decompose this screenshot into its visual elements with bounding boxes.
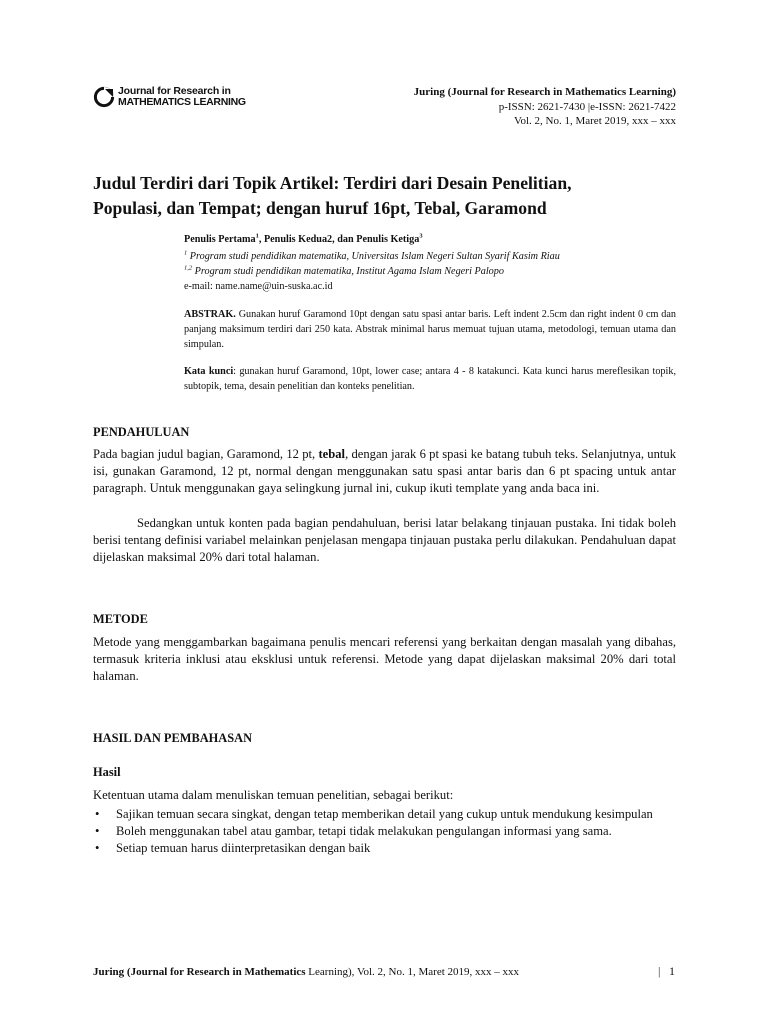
footer-separator: | bbox=[658, 964, 661, 978]
author2: , Penulis Kedua2, dan Penulis Ketiga bbox=[258, 234, 420, 245]
intro-p1-a: Pada bagian judul bagian, Garamond, 12 pt, bbox=[93, 447, 319, 461]
logo-line1: Journal for Research in bbox=[118, 85, 231, 97]
title-line1: Judul Terdiri dari Topik Artikel: Terdiri dari Desain Penelitian, bbox=[93, 173, 572, 193]
logo-text bbox=[118, 86, 246, 108]
author-email: e-mail: name.name@uin-suska.ac.id bbox=[184, 281, 333, 292]
journal-name: Juring (Journal for Research in Mathematics Learning) bbox=[413, 86, 676, 98]
article-title bbox=[93, 171, 693, 221]
heading-pendahuluan: PENDAHULUAN bbox=[93, 425, 190, 439]
aff2-text: Program studi pendidikan matematika, Institut Agama Islam Negeri Palopo bbox=[192, 266, 504, 277]
bullet-text: Setiap temuan harus diinterpretasikan dengan baik bbox=[116, 841, 371, 855]
intro-paragraph-2: Sedangkan untuk konten pada bagian pendahuluan, berisi latar belakang tinjauan pustaka. Ini tidak boleh berisi tentang definisi variabel melainkan penjelasan mengapa tinjauan pustaka perlu dilakukan. Pendahuluan dapat dijelaskan maksimal 20% dari total halaman. bbox=[93, 516, 676, 565]
affiliation-2 bbox=[184, 264, 684, 279]
abstract-text: Gunakan huruf Garamond 10pt dengan satu spasi antar baris. Left indent 2.5cm dan right indent 0 cm dan panjang maksimum terdiri dari 250 kata. Abstrak minimal harus memuat tujuan utama, metodologi, temuan utama dan simpulan. bbox=[184, 309, 676, 350]
affiliation-1 bbox=[184, 249, 684, 264]
results-paragraph: Ketentuan utama dalam menuliskan temuan penelitian, sebagai berikut: bbox=[93, 788, 454, 802]
author2-sup: 3 bbox=[419, 232, 423, 240]
journal-info bbox=[414, 85, 676, 129]
footer-journal-rest: Learning), Vol. 2, No. 1, Maret 2019, xxx – xxx bbox=[305, 966, 520, 978]
bullet-text: Boleh menggunakan tabel atau gambar, tetapi tidak melakukan pengulangan informasi yang sama. bbox=[116, 824, 612, 838]
bullet-icon: • bbox=[95, 841, 100, 855]
logo-mark-icon bbox=[93, 86, 115, 108]
journal-logo bbox=[93, 86, 246, 108]
subheading-hasil: Hasil bbox=[93, 765, 121, 779]
bullet-icon: • bbox=[95, 824, 100, 838]
keywords-label: Kata kunci bbox=[184, 366, 234, 377]
heading-metode: METODE bbox=[93, 612, 148, 626]
intro-paragraph-1 bbox=[93, 446, 676, 497]
keywords bbox=[184, 364, 676, 394]
aff1-sup: 1 bbox=[184, 249, 188, 257]
footer-journal-bold: Juring (Journal for Research in Mathematics bbox=[93, 966, 306, 978]
abstract-label: ABSTRAK. bbox=[184, 309, 236, 320]
keywords-text: : gunakan huruf Garamond, 10pt, lower case; antara 4 - 8 katakunci. Kata kunci harus mereflesikan topik, subtopik, tema, desain penelitian dan konteks penelitian. bbox=[184, 366, 676, 392]
results-bullet-list bbox=[93, 806, 676, 857]
footer-citation bbox=[93, 966, 519, 978]
method-paragraph: Metode yang menggambarkan bagaimana penulis mencari referensi yang berkaitan dengan masalah yang dibahas, termasuk kriteria inklusi atau eksklusi untuk referensi. Metode yang dapat dijelaskan maksimal 20% dari total halaman. bbox=[93, 635, 676, 684]
volume-info: Vol. 2, No. 1, Maret 2019, xxx – xxx bbox=[513, 115, 676, 127]
authors-block bbox=[184, 232, 684, 294]
intro-p1-bold: tebal bbox=[318, 447, 346, 461]
logo-line2: MATHEMATICS LEARNING bbox=[118, 96, 246, 108]
list-item bbox=[93, 823, 676, 840]
intro-p1-b: , dengan jarak 6 pt spasi ke batang tubuh teks. Selanjutnya, untuk isi, gunakan Garamond, 12 pt, normal dengan menggunakan satu spasi antar baris dan 6 pt spacing untuk antar paragraph. Untuk menggunakan gaya selingkung jurnal ini, cukup ikuti template yang anda baca ini. bbox=[93, 447, 676, 496]
list-item bbox=[93, 806, 676, 823]
author1-sup: 1 bbox=[255, 232, 259, 240]
bullet-text: Sajikan temuan secara singkat, dengan tetap memberikan detail yang cukup untuk mendukung kesimpulan bbox=[116, 807, 653, 821]
author1: Penulis Pertama bbox=[184, 234, 256, 245]
bullet-icon: • bbox=[95, 807, 100, 821]
heading-hasil-pembahasan: HASIL DAN PEMBAHASAN bbox=[93, 731, 253, 745]
page-number: 1 bbox=[669, 964, 675, 978]
aff1-text: Program studi pendidikan matematika, Universitas Islam Negeri Sultan Syarif Kasim Riau bbox=[187, 251, 560, 262]
issn: p-ISSN: 2621-7430 |e-ISSN: 2621-7422 bbox=[498, 100, 676, 113]
author-names bbox=[184, 232, 684, 247]
list-item bbox=[93, 840, 676, 857]
title-line2: Populasi, dan Tempat; dengan huruf 16pt, Tebal, Garamond bbox=[93, 198, 547, 218]
abstract bbox=[184, 307, 676, 352]
aff2-sup: 1,2 bbox=[184, 264, 193, 272]
